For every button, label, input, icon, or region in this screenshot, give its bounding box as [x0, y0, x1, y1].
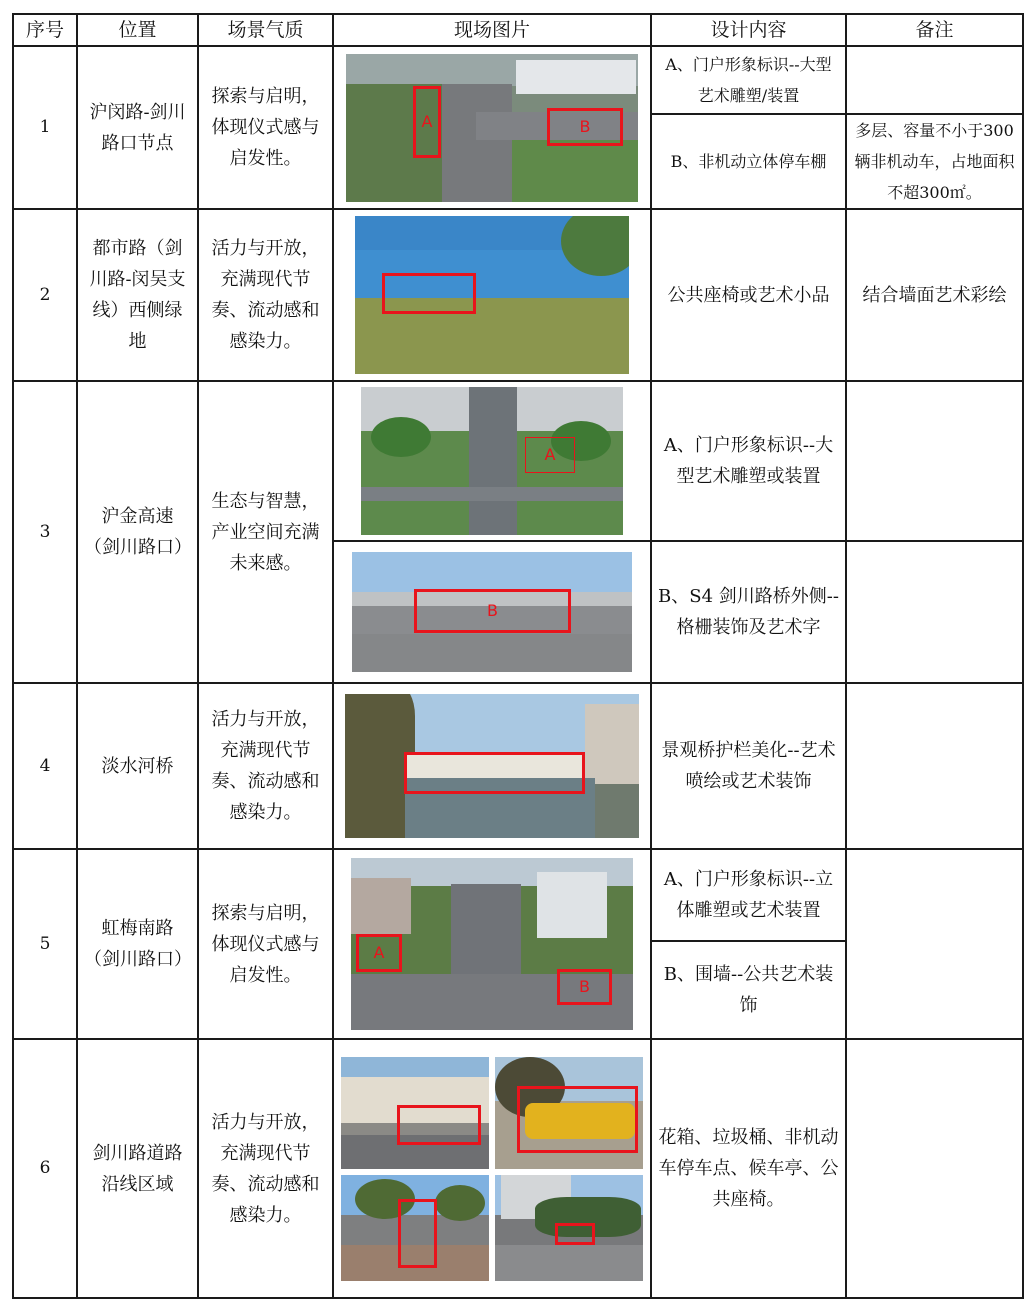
row-design-a: A、门户形象标识--立体雕塑或艺术装置: [651, 849, 846, 941]
design-table: [12, 13, 1024, 1299]
table-row: [13, 1039, 1023, 1298]
marker-a: A: [525, 437, 575, 473]
site-photo-grid: [333, 1039, 651, 1298]
row-index: 6: [13, 1039, 77, 1298]
marker-wall: [382, 273, 476, 314]
row-remark: [846, 849, 1023, 1039]
marker-bench: [555, 1223, 595, 1245]
row-index: 1: [13, 46, 77, 209]
row-atmosphere: 探索与启明，体现仪式感与启发性。: [198, 46, 333, 209]
row-remark: [846, 683, 1023, 849]
row-remark-a: [846, 381, 1023, 541]
street-photo-2-image: [495, 1057, 643, 1169]
marker-b: B: [547, 108, 623, 146]
row-design: 景观桥护栏美化--艺术喷绘或艺术装饰: [651, 683, 846, 849]
street-photo-4-image: [495, 1175, 643, 1281]
row-design: 花箱、垃圾桶、非机动车停车点、候车亭、公共座椅。: [651, 1039, 846, 1298]
site-photo: [333, 46, 651, 209]
header-design: 设计内容: [651, 14, 846, 46]
row-design-a: A、门户形象标识--大型艺术雕塑或装置: [651, 381, 846, 541]
marker-a: A: [413, 86, 441, 158]
row-location: 淡水河桥: [77, 683, 198, 849]
marker-a: A: [356, 934, 402, 972]
row-design-b: B、非机动立体停车棚: [651, 114, 846, 209]
street-photo-3-image: [341, 1175, 489, 1281]
row-index: 3: [13, 381, 77, 683]
row-location: 沪金高速（剑川路口）: [77, 381, 198, 683]
header-row: [13, 14, 1023, 46]
row-location: 虹梅南路（剑川路口）: [77, 849, 198, 1039]
header-remark: 备注: [846, 14, 1023, 46]
row-remark-b: 多层、容量不小于300辆非机动车，占地面积不超300㎡。: [846, 114, 1023, 209]
table-row: [13, 849, 1023, 941]
row-index: 4: [13, 683, 77, 849]
marker-rail: [404, 752, 585, 794]
cyclists-photo-image: [355, 216, 629, 374]
row-atmosphere: 活力与开放，充满现代节奏、流动感和感染力。: [198, 1039, 333, 1298]
row-atmosphere: 活力与开放，充满现代节奏、流动感和感染力。: [198, 209, 333, 381]
row-remark-b: [846, 541, 1023, 683]
row-remark: [846, 1039, 1023, 1298]
intersection-photo-image: [351, 858, 633, 1030]
row-remark: 结合墙面艺术彩绘: [846, 209, 1023, 381]
row-index: 5: [13, 849, 77, 1039]
header-atmosphere: 场景气质: [198, 14, 333, 46]
row-design: 公共座椅或艺术小品: [651, 209, 846, 381]
row-index: 2: [13, 209, 77, 381]
river-photo-image: [345, 694, 639, 838]
site-photo: [333, 209, 651, 381]
site-photo: [333, 683, 651, 849]
aerial-photo-image: [346, 54, 638, 202]
site-photo: [333, 381, 651, 541]
marker-bin: [398, 1199, 437, 1268]
row-remark-a: [846, 46, 1023, 114]
table-row: [13, 381, 1023, 541]
table-row: [13, 46, 1023, 114]
row-design-b: B、S4 剑川路桥外侧--格栅装饰及艺术字: [651, 541, 846, 683]
row-atmosphere: 活力与开放，充满现代节奏、流动感和感染力。: [198, 683, 333, 849]
row-design-b: B、围墙--公共艺术装饰: [651, 941, 846, 1039]
row-atmosphere: 生态与智慧，产业空间充满未来感。: [198, 381, 333, 683]
bridge-photo-image: [352, 552, 632, 672]
header-location: 位置: [77, 14, 198, 46]
row-location: 都市路（剑川路-闵吴支线）西侧绿地: [77, 209, 198, 381]
marker-b: B: [557, 969, 612, 1005]
marker-bike-rack: [517, 1086, 638, 1153]
table-row: [13, 683, 1023, 849]
row-location: 沪闵路-剑川路口节点: [77, 46, 198, 209]
site-photo: [333, 849, 651, 1039]
header-index: 序号: [13, 14, 77, 46]
street-photo-1-image: [341, 1057, 489, 1169]
marker-planter: [397, 1105, 481, 1145]
site-photo: [333, 541, 651, 683]
highway-photo-image: [361, 387, 623, 535]
header-photo: 现场图片: [333, 14, 651, 46]
row-atmosphere: 探索与启明，体现仪式感与启发性。: [198, 849, 333, 1039]
table-row: [13, 209, 1023, 381]
marker-b: B: [414, 589, 571, 633]
row-design-a: A、门户形象标识--大型艺术雕塑/装置: [651, 46, 846, 114]
row-location: 剑川路道路沿线区域: [77, 1039, 198, 1298]
